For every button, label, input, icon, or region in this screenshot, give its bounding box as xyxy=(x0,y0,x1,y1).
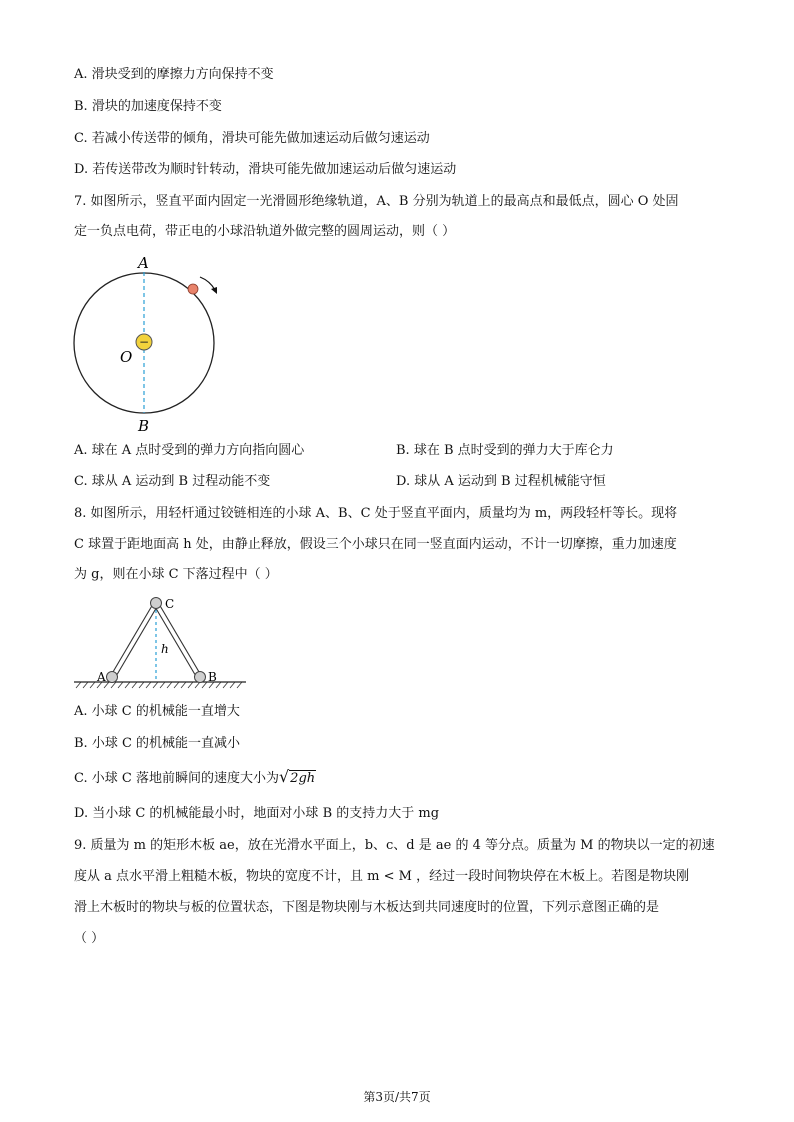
motion-arrowhead xyxy=(211,287,217,294)
q7-figure xyxy=(64,250,234,435)
rod-ac xyxy=(110,604,158,678)
q8-option-a: A. 小球 C 的机械能一直增大 xyxy=(74,704,240,719)
q7-option-b: B. 球在 B 点时受到的弹力大于库仑力 xyxy=(396,443,614,458)
label-b: B xyxy=(208,670,217,684)
q8-option-c-row xyxy=(74,768,316,788)
q8-stem-line1: 8. 如图所示，用轻杆通过铰链相连的小球 A、B、C 处于竖直平面内，质量均为 m，两段轻杆等长。现将 xyxy=(74,506,678,521)
label-o: O xyxy=(120,348,133,366)
q8-option-d: D. 当小球 C 的机械能最小时，地面对小球 B 的支持力大于 mg xyxy=(74,806,440,821)
q9-stem-line4: （ ） xyxy=(74,931,105,946)
ball-a xyxy=(107,672,118,683)
charge-sign: − xyxy=(138,335,150,349)
q8-option-c: C. 小球 C 落地前瞬间的速度大小为 xyxy=(74,771,279,786)
q9-stem-line3: 滑上木板时的物块与板的位置状态，下图是物块刚与木板达到共同速度时的位置，下列示意图正确的是 xyxy=(74,900,660,915)
q7-stem-line1: 7. 如图所示，竖直平面内固定一光滑圆形绝缘轨道，A、B 分别为轨道上的最高点和最低点，圆心 O 处固 xyxy=(74,194,679,209)
q7-option-d: D. 球从 A 运动到 B 过程机械能守恒 xyxy=(396,474,606,489)
q8-option-b: B. 小球 C 的机械能一直减小 xyxy=(74,736,241,751)
page-footer: 第3页/共7页 xyxy=(363,1090,431,1104)
rod-bc xyxy=(154,604,202,678)
q6-option-b: B. 滑块的加速度保持不变 xyxy=(74,99,222,114)
q7-stem-line2: 定一负点电荷，带正电的小球沿轨道外做完整的圆周运动，则（ ） xyxy=(74,224,456,239)
label-c: C xyxy=(165,597,175,611)
q9-stem-line1: 9. 质量为 m 的矩形木板 ae，放在光滑水平面上，b、c、d 是 ae 的 4 等分点。质量为 M 的物块以一定的初速 xyxy=(74,838,715,853)
motion-arrow xyxy=(200,277,215,290)
sqrt-sign: √ xyxy=(278,767,290,786)
sqrt-expression: 2gh xyxy=(290,771,316,786)
label-h: h xyxy=(161,642,169,656)
label-a: A xyxy=(97,670,106,684)
q7-option-a: A. 球在 A 点时受到的弹力方向指向圆心 xyxy=(74,443,305,458)
label-b: B xyxy=(138,417,150,435)
q6-option-d: D. 若传送带改为顺时针转动，滑块可能先做加速运动后做匀速运动 xyxy=(74,162,457,177)
q8-stem-line2: C 球置于距地面高 h 处，由静止释放，假设三个小球只在同一竖直面内运动，不计一切摩擦，重力加速度 xyxy=(74,537,677,552)
q6-option-a: A. 滑块受到的摩擦力方向保持不变 xyxy=(74,67,274,82)
q7-option-c: C. 球从 A 运动到 B 过程动能不变 xyxy=(74,474,271,489)
q9-stem-line2: 度从 a 点水平滑上粗糙木板，物块的宽度不计，且 m < M ，经过一段时间物块停在木板上。若图是物块刚 xyxy=(74,869,690,884)
q6-option-c: C. 若减小传送带的倾角，滑块可能先做加速运动后做匀速运动 xyxy=(74,131,430,146)
ball-c xyxy=(151,598,162,609)
q8-stem-line3: 为 g，则在小球 C 下落过程中（ ） xyxy=(74,567,278,582)
ball-b xyxy=(195,672,206,683)
label-a: A xyxy=(138,254,149,272)
charged-ball xyxy=(188,284,198,294)
q8-figure xyxy=(70,592,250,692)
